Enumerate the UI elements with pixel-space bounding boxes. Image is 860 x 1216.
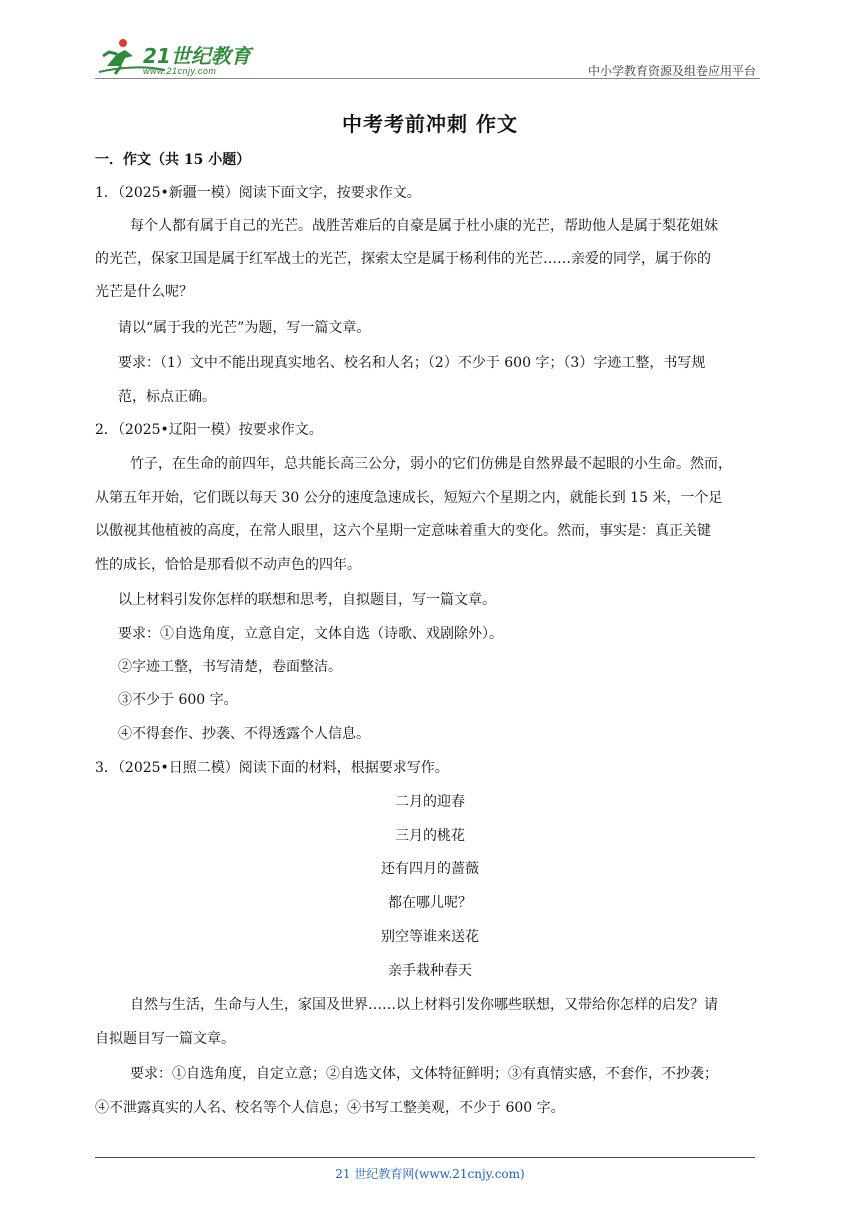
page-title: 中考考前冲刺 作文 [342,112,518,136]
q2-para-line: 以傲视其他植被的高度，在常人眼里，这六个星期一定意味着重大的变化。然而，事实是：真正关键 [95,523,711,539]
logo-url: www.21cnjy.com [143,66,217,76]
q2-para-line: 性的成长，恰恰是那看似不动声色的四年。 [95,557,361,573]
section-heading: 一．作文（共 15 小题） [95,152,251,168]
q3-requirements: ④不泄露真实的人名、校名等个人信息；④书写工整美观，不少于 600 字。 [95,1100,565,1116]
q1-requirements: 范，标点正确。 [118,389,216,405]
header-divider [95,78,760,79]
q2-prompt: 以上材料引发你怎样的联想和思考，自拟题目，写一篇文章。 [118,592,496,608]
logo [95,36,260,78]
q3-poem-line: 都在哪儿呢？ [388,895,472,911]
q2-requirement: ④不得套作、抄袭、不得透露个人信息。 [118,726,370,742]
q1-para-line: 光芒是什么呢？ [95,284,193,300]
footer-link[interactable]: 21 世纪教育网(www.21cnjy.com) [335,1167,525,1181]
q3-poem-line: 别空等谁来送花 [381,929,479,945]
q3-poem-line: 三月的桃花 [395,828,465,844]
q2-requirement: ②字迹工整，书写清楚，卷面整洁。 [118,659,342,675]
q2-requirement: ③不少于 600 字。 [118,692,238,708]
q1-prompt: 请以“属于我的光芒”为题，写一篇文章。 [118,320,371,336]
q3-poem-line: 还有四月的蔷薇 [381,861,479,877]
q2-requirement: 要求：①自选角度，立意自定，文体自选（诗歌、戏剧除外）。 [118,626,503,642]
q2-para-line: 竹子，在生命的前四年，总共能长高三公分，弱小的它们仿佛是自然界最不起眼的小生命。然而， [130,456,732,472]
q3-requirements: 要求：①自选角度，自定立意；②自选文体，文体特征鲜明；③有真情实感，不套作，不抄袭； [130,1066,718,1082]
q1-para-line: 的光芒，保家卫国是属于红军战士的光芒，探索太空是属于杨利伟的光芒……亲爱的同学，属于你的 [95,251,711,267]
q3-para-line: 自拟题目写一篇文章。 [95,1031,235,1047]
q3-poem-line: 二月的迎春 [395,794,465,810]
q2-heading: 2．（2025•辽阳一模）按要求作文。 [95,422,323,438]
q2-para-line: 从第五年开始，它们既以每天 30 公分的速度急速成长，短短六个星期之内，就能长到 15 米，一个足 [95,490,723,506]
platform-label: 中小学教育资源及组卷应用平台 [587,64,756,78]
q1-requirements: 要求：（1）文中不能出现真实地名、校名和人名；（2）不少于 600 字；（3）字迹工整，书写规 [118,355,706,371]
q1-heading: 1．（2025•新疆一模）阅读下面文字，按要求作文。 [95,185,421,201]
footer-divider [95,1157,755,1158]
q3-poem-line: 亲手栽种春天 [388,963,472,979]
q3-para-line: 自然与生活，生命与人生，家国及世界……以上材料引发你哪些联想，又带给你怎样的启发？请 [130,997,718,1013]
q3-heading: 3．（2025•日照二模）阅读下面的材料，根据要求写作。 [95,760,449,776]
logo-text: 21世纪教育 [143,44,251,68]
q1-para-line: 每个人都有属于自己的光芒。战胜苦难后的自豪是属于杜小康的光芒，帮助他人是属于梨花姐妹 [130,218,718,234]
